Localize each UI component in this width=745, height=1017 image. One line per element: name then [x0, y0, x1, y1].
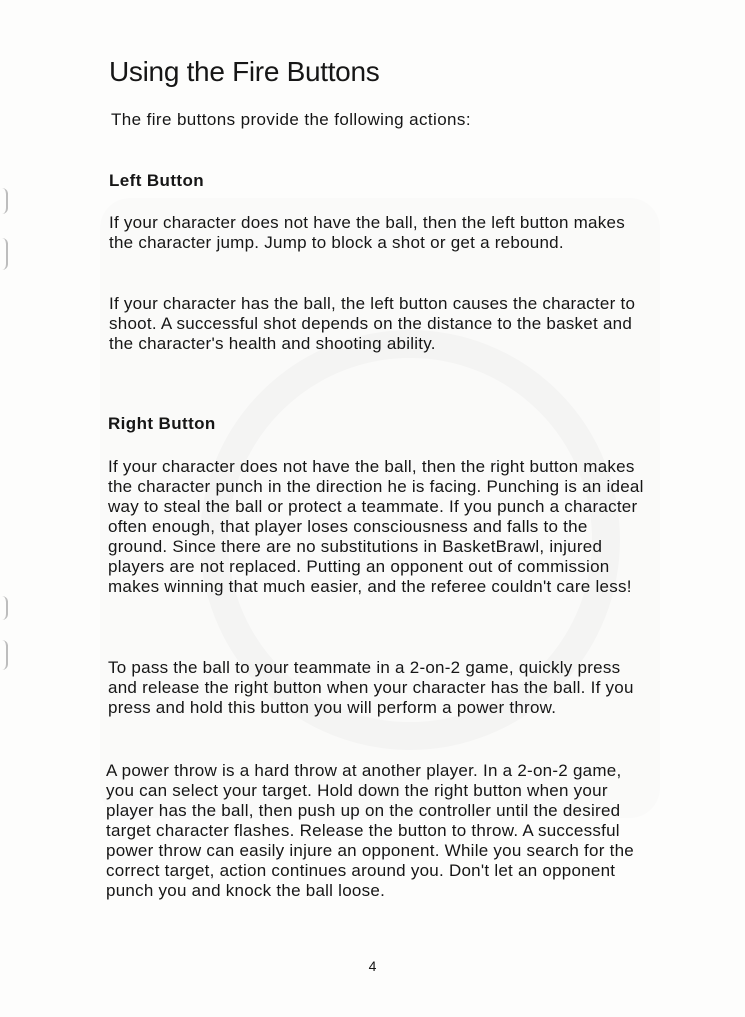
intro-text: The fire buttons provide the following actions: [111, 110, 471, 129]
binding-hole-mark [0, 238, 8, 270]
page-title: Using the Fire Buttons [109, 56, 380, 87]
binding-hole-mark [0, 640, 8, 670]
page-number: 4 [368, 958, 377, 974]
left-button-paragraph-1: If your character does not have the ball, then the left button makes the character jump. Jump to block a shot or get a rebound. [109, 213, 625, 252]
left-button-paragraph-2: If your character has the ball, the left button causes the character to shoot. A successful shot depends on the distance to the basket and the character's health and shooting ability. [109, 294, 636, 353]
binding-hole-mark [0, 596, 8, 620]
right-button-paragraph-1: If your character does not have the ball, then the right button makes the character punch in the direction he is facing. Punching is an ideal way to steal the ball or protect a teammate. If you punch a character often enough, that player loses consciousness and falls to the ground. Since there are no substitutions in BasketBrawl, injured players are not replaced. Putting an opponent out of commission makes winning that much easier, and the referee couldn't care less! [108, 457, 644, 596]
binding-hole-mark [0, 188, 8, 214]
right-button-paragraph-3: A power throw is a hard throw at another player. In a 2-on-2 game, you can select your target. Hold down the right button when your player has the ball, then push up on the controller until the desired target character flashes. Release the button to throw. A successful power throw can easily injure an opponent. While you search for the correct target, action continues around you. Don't let an opponent punch you and knock the ball loose. [106, 761, 634, 900]
left-button-heading: Left Button [109, 171, 205, 190]
right-button-heading: Right Button [108, 414, 216, 433]
right-button-paragraph-2: To pass the ball to your teammate in a 2-on-2 game, quickly press and release the right button when your character has the ball. If you press and hold this button you will perform a power throw. [108, 658, 634, 717]
